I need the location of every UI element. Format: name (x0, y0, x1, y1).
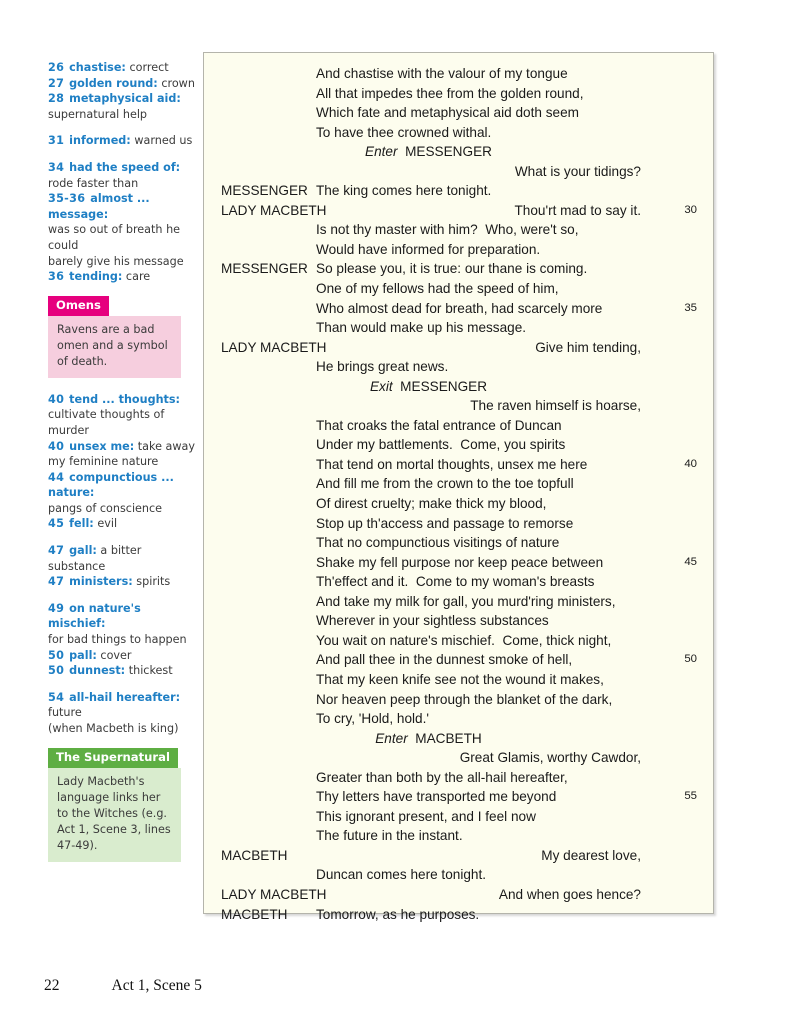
play-line (204, 787, 713, 807)
gloss-line-number: 36 (48, 270, 65, 284)
gloss-line (48, 107, 198, 123)
play-line (204, 220, 713, 240)
gloss-line (48, 160, 198, 176)
gloss-group (48, 690, 198, 737)
verse-text: So please you, it is true: our thane is coming. (316, 261, 588, 277)
verse-text: Tomorrow, as he purposes. (316, 906, 480, 922)
stage-direction (204, 142, 713, 162)
gloss-line (48, 76, 198, 92)
gloss-line-number: 40 (48, 392, 65, 406)
gloss-line (48, 574, 198, 590)
verse-text: Is not thy master with him? Who, were't so, (316, 222, 579, 238)
verse-text: Would have informed for preparation. (316, 241, 541, 257)
gloss-line-number: 47 (48, 544, 65, 558)
gloss-definition: a bitter substance (48, 544, 142, 573)
play-line (204, 768, 713, 788)
play-line (204, 435, 713, 455)
play-line (204, 748, 713, 768)
verse-text: My dearest love, (541, 847, 641, 863)
play-line (204, 338, 713, 358)
play-line (204, 103, 713, 123)
play-line (204, 846, 713, 866)
gloss-line-number: 50 (48, 664, 65, 678)
verse-text: Nor heaven peep through the blanket of the dark, (316, 691, 613, 707)
gloss-line (48, 133, 198, 149)
play-line (204, 572, 713, 592)
verse-text: You wait on nature's mischief. Come, thick night, (316, 632, 612, 648)
play-line (204, 670, 713, 690)
verse-text: Thou'rt mad to say it. (514, 202, 641, 218)
verse-line-number: 40 (684, 457, 697, 470)
verse-text: Thy letters have transported me beyond (316, 789, 557, 805)
verse-text: One of my fellows had the speed of him, (316, 281, 559, 297)
play-line (204, 514, 713, 534)
speaker-name: LADY MACBETH (221, 886, 327, 902)
play-line (204, 142, 713, 162)
speaker-name: MACBETH (221, 906, 288, 922)
margin-notes-column (48, 60, 198, 876)
gloss-line-number: 34 (48, 160, 65, 174)
gloss-headword: pall: (69, 648, 97, 662)
feature-box-body: Ravens are a bad omen and a symbol of death. (48, 316, 181, 378)
stage-direction (204, 377, 713, 397)
verse-line-number: 30 (684, 203, 697, 216)
play-line (204, 416, 713, 436)
gloss-line (48, 501, 198, 517)
gloss-headword: on nature's mischief: (48, 601, 141, 631)
play-line (204, 396, 713, 416)
play-line (204, 553, 713, 573)
gloss-line (48, 663, 198, 679)
gloss-headword: fell: (69, 517, 94, 531)
verse-text: That my keen knife see not the wound it makes, (316, 671, 604, 687)
verse-text: Which fate and metaphysical aid doth seem (316, 105, 579, 121)
gloss-group (48, 60, 198, 122)
play-line (204, 377, 713, 397)
gloss-line (48, 191, 198, 222)
verse-text: Under my battlements. Come, you spirits (316, 437, 566, 453)
verse-text: Wherever in your sightless substances (316, 613, 549, 629)
verse-text: That croaks the fatal entrance of Duncan (316, 417, 562, 433)
verse-text: To cry, 'Hold, hold.' (316, 711, 429, 727)
play-line (204, 64, 713, 84)
play-line (204, 865, 713, 885)
gloss-line (48, 60, 198, 76)
play-line (204, 84, 713, 104)
stage-direction-verb: Enter (375, 730, 408, 746)
verse-text: That no compunctious visitings of nature (316, 535, 560, 551)
gloss-line (48, 392, 198, 408)
verse-text: Give him tending, (535, 339, 641, 355)
gloss-line (48, 176, 198, 192)
play-line (204, 592, 713, 612)
feature-box-supernatural (48, 748, 181, 862)
verse-text: Duncan comes here tonight. (316, 867, 487, 883)
verse-line-number: 35 (684, 301, 697, 314)
play-line (204, 357, 713, 377)
play-line (204, 885, 713, 905)
play-text-lines (204, 53, 713, 924)
gloss-headword: chastise: (69, 61, 126, 74)
play-line (204, 181, 713, 201)
play-line (204, 494, 713, 514)
speaker-name: MESSENGER (221, 261, 308, 277)
feature-box-title: Omens (48, 296, 109, 316)
gloss-definition: care (122, 270, 151, 284)
verse-text: Shake my fell purpose nor keep peace between (316, 554, 604, 570)
speaker-name: MESSENGER (221, 183, 308, 199)
feature-box-body: Lady Macbeth's language links her to the Witches (e.g. Act 1, Scene 3, lines 47-49). (48, 768, 181, 862)
gloss-definition: was so out of breath he could (48, 223, 181, 252)
gloss-definition: spirits (132, 575, 171, 589)
gloss-line-number: 49 (48, 601, 65, 615)
footer-scene-label: Act 1, Scene 5 (111, 977, 202, 994)
feature-box-title: The Supernatural (48, 748, 178, 768)
stage-direction-verb: Exit (369, 378, 393, 394)
gloss-line-number: 45 (48, 517, 65, 531)
speaker-name: LADY MACBETH (221, 339, 327, 355)
gloss-headword: golden round: (69, 76, 158, 90)
play-line (204, 690, 713, 710)
gloss-definition: take away (134, 439, 195, 453)
play-line (204, 240, 713, 260)
play-line (204, 533, 713, 553)
gloss-definition: correct (125, 61, 169, 74)
gloss-definition: cover (96, 648, 132, 662)
gloss-definition: crown (157, 76, 195, 90)
gloss-group (48, 601, 198, 679)
play-line (204, 631, 713, 651)
gloss-definition: (when Macbeth is king) (48, 722, 179, 735)
gloss-headword: almost ... message: (48, 192, 150, 221)
play-line (204, 611, 713, 631)
gloss-line-number: 54 (48, 690, 65, 704)
play-line (204, 905, 713, 925)
gloss-line (48, 254, 198, 270)
play-line (204, 259, 713, 279)
play-line (204, 729, 713, 749)
gloss-definition: barely give his message (48, 254, 184, 268)
gloss-line-number: 26 (48, 61, 65, 74)
feature-box-omens (48, 296, 181, 378)
play-line (204, 807, 713, 827)
gloss-headword: gall: (69, 544, 97, 558)
stage-direction-character: MESSENGER (397, 144, 492, 160)
verse-text: Of direst cruelty; make thick my blood, (316, 496, 547, 512)
play-line (204, 826, 713, 846)
verse-text: To have thee crowned withal. (316, 124, 492, 140)
gloss-headword: metaphysical aid: (69, 92, 181, 106)
stage-direction-verb: Enter (365, 144, 398, 160)
play-line (204, 474, 713, 494)
gloss-line (48, 632, 198, 648)
play-line (204, 455, 713, 475)
verse-text: The future in the instant. (316, 828, 463, 844)
play-line (204, 299, 713, 319)
speaker-name: LADY MACBETH (221, 202, 327, 218)
verse-text: He brings great news. (316, 359, 449, 375)
gloss-line-number: 47 (48, 575, 65, 589)
verse-text: That tend on mortal thoughts, unsex me here (316, 456, 588, 472)
gloss-headword: unsex me: (69, 439, 135, 453)
play-line (204, 318, 713, 338)
gloss-line (48, 91, 198, 107)
verse-text: Who almost dead for breath, had scarcely more (316, 300, 603, 316)
gloss-definition: rode faster than (48, 176, 139, 190)
gloss-line (48, 690, 198, 721)
stage-direction-character: MACBETH (407, 730, 482, 746)
play-line (204, 709, 713, 729)
gloss-definition: future (48, 706, 82, 720)
gloss-group (48, 160, 198, 285)
gloss-line (48, 543, 198, 574)
gloss-line (48, 269, 198, 285)
verse-line-number: 55 (684, 790, 697, 803)
gloss-line (48, 222, 198, 253)
stage-direction-character: MESSENGER (392, 378, 488, 394)
gloss-line (48, 470, 198, 501)
gloss-definition: cultivate thoughts of murder (48, 408, 165, 437)
verse-text: And take my milk for gall, you murd'ring ministers, (316, 593, 616, 609)
play-line (204, 123, 713, 143)
verse-text: Stop up th'access and passage to remorse (316, 515, 574, 531)
verse-line-number: 50 (684, 653, 697, 666)
verse-text: And fill me from the crown to the toe topfull (316, 476, 574, 492)
verse-text: Greater than both by the all-hail hereafter, (316, 769, 568, 785)
verse-line-number: 45 (684, 555, 697, 568)
gloss-group (48, 543, 198, 590)
gloss-headword: had the speed of: (69, 160, 181, 174)
play-line (204, 162, 713, 182)
gloss-line-number: 27 (48, 76, 65, 90)
verse-text: Great Glamis, worthy Cawdor, (459, 750, 641, 766)
gloss-line (48, 516, 198, 532)
gloss-line-number: 28 (48, 92, 65, 106)
verse-text: And when goes hence? (498, 886, 641, 902)
gloss-definition: warned us (130, 134, 193, 148)
verse-text: This ignorant present, and I feel now (316, 808, 536, 824)
gloss-definition: pangs of conscience (48, 501, 163, 515)
gloss-line (48, 439, 198, 455)
gloss-line-number: 40 (48, 439, 65, 453)
speaker-name: MACBETH (221, 847, 288, 863)
gloss-group (48, 133, 198, 149)
verse-text: What is your tidings? (514, 163, 641, 179)
gloss-headword: tend ... thoughts: (69, 392, 181, 406)
gloss-definition: thickest (125, 664, 173, 678)
gloss-definition: supernatural help (48, 107, 148, 121)
gloss-headword: informed: (69, 134, 131, 148)
stage-direction (204, 729, 713, 749)
play-text-panel (203, 52, 714, 922)
gloss-headword: tending: (69, 270, 123, 284)
gloss-line (48, 601, 198, 632)
gloss-headword: ministers: (69, 575, 133, 589)
play-line (204, 650, 713, 670)
verse-text: And chastise with the valour of my tongue (316, 66, 568, 81)
verse-text: The raven himself is hoarse, (470, 398, 641, 414)
gloss-line-number: 44 (48, 470, 65, 484)
footer-page-number: 22 (44, 977, 60, 994)
verse-text: The king comes here tonight. (316, 183, 492, 199)
verse-text: All that impedes thee from the golden round, (316, 85, 584, 101)
verse-text: Than would make up his message. (316, 320, 527, 336)
play-line (204, 279, 713, 299)
gloss-line (48, 721, 198, 737)
gloss-line-number: 35-36 (48, 192, 86, 206)
page-footer (44, 977, 202, 995)
verse-text: Th'effect and it. Come to my woman's breasts (316, 574, 595, 590)
gloss-headword: compunctious ... nature: (48, 470, 174, 500)
verse-text: And pall thee in the dunnest smoke of hell, (316, 652, 573, 668)
gloss-line-number: 31 (48, 134, 65, 148)
gloss-line-number: 50 (48, 648, 65, 662)
gloss-line (48, 407, 198, 438)
gloss-headword: all-hail hereafter: (69, 690, 181, 704)
gloss-line (48, 454, 198, 470)
gloss-definition: for bad things to happen (48, 633, 187, 647)
gloss-definition: my feminine nature (48, 455, 159, 469)
gloss-line (48, 648, 198, 664)
gloss-headword: dunnest: (69, 664, 126, 678)
play-line (204, 201, 713, 221)
gloss-group (48, 392, 198, 532)
gloss-definition: evil (93, 517, 118, 531)
